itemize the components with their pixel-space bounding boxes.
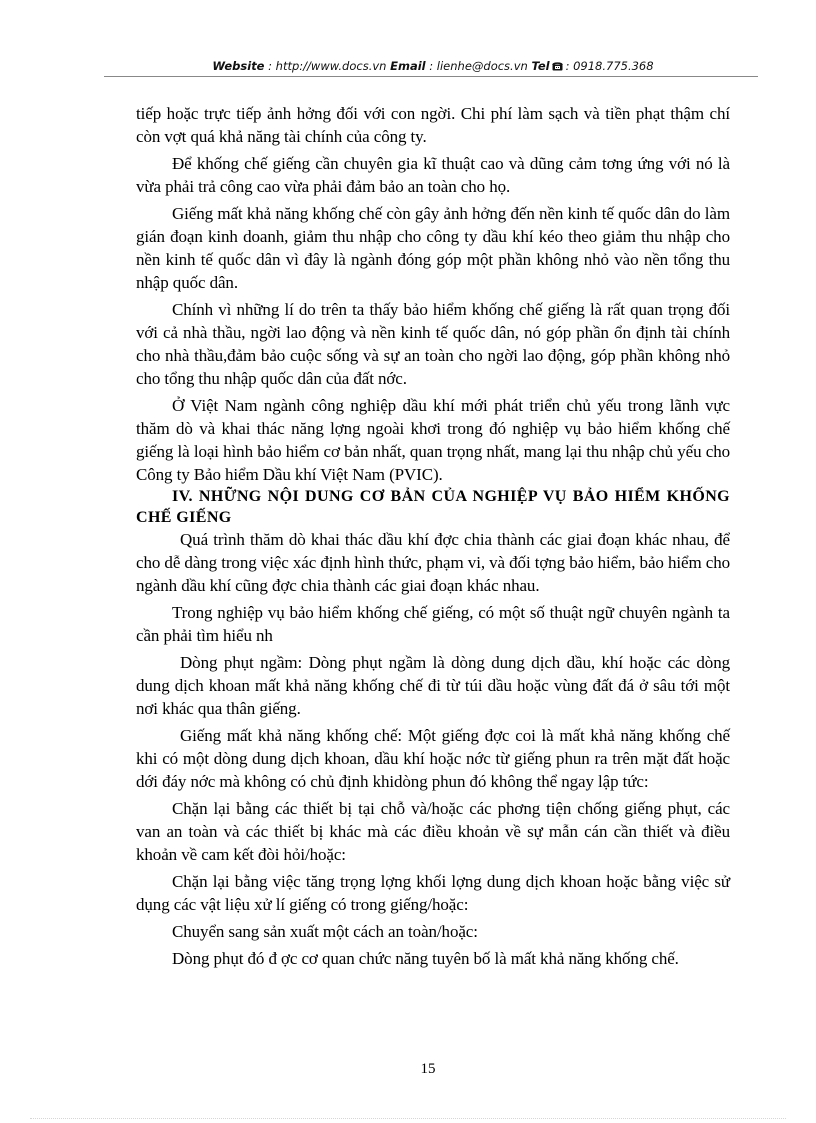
- page-header: [136, 57, 730, 75]
- page-number: 15: [420, 1061, 436, 1077]
- email-label: Email: [390, 59, 426, 73]
- paragraph-11: Chặn lại bằng việc tăng trọng lợng khối lợng dung dịch khoan hoặc bằng việc sử dụng các vật liệu xử lí giếng có trong giếng/hoặc:: [136, 872, 730, 914]
- page-content: [136, 102, 730, 970]
- paragraph-13: Dòng phụt đó đ ợc cơ quan chức năng tuyên bố là mất khả năng khống chế.: [172, 949, 679, 968]
- tel-value: : 0918.775.368: [565, 59, 654, 73]
- paragraph-12: Chuyển sang sản xuất một cách an toàn/hoặc:: [172, 922, 478, 941]
- paragraph-3: Giếng mất khả năng khống chế còn gây ảnh hởng đến nền kinh tế quốc dân do làm gián đoạn kinh doanh, giảm thu nhập cho công ty dầu khí kéo theo giảm thu nhập cho nền kinh tế quốc dân vì đây là ngành đóng góp một phần không nhỏ vào nền tổng thu nhập quốc dân.: [136, 204, 730, 292]
- header-divider: [104, 76, 758, 77]
- website-value: : http://www.docs.vn: [264, 59, 391, 73]
- paragraph-9: Giếng mất khả năng khống chế: Một giếng đợc coi là mất khả năng khống chế khi có một dòng dung dịch khoan, dầu khí hoặc nớc từ giếng phun ra trên mặt đất hoặc dới đáy nớc mà không có chủ định khidòng phun đó không thể ngay lập tức:: [136, 726, 730, 791]
- paragraph-5: Ở Việt Nam ngành công nghiệp dầu khí mới phát triển chủ yếu trong lãnh vực thăm dò và khai thác năng lợng ngoài khơi trong đó nghiệp vụ bảo hiểm khống chế giếng là loại hình bảo hiểm cơ bản nhất, quan trọng nhất, mang lại thu nhập chủ yếu cho Công ty Bảo hiểm Dầu khí Việt Nam (PVIC).: [136, 396, 730, 484]
- paragraph-6: Quá trình thăm dò khai thác dầu khí đợc chia thành các giai đoạn khác nhau, để cho dễ dàng trong việc xác định hình thức, phạm vi, và đối tợng bảo hiểm, bảo hiểm cho ngành dầu khí cũng đợc chia thành các giai đoạn khác nhau.: [136, 530, 730, 595]
- section-heading: IV. NHỮNG NỘI DUNG CƠ BẢN CỦA NGHIỆP VỤ BẢO HIỂM KHỐNG CHẾ GIẾNG: [136, 488, 730, 526]
- tel-label: Tel: [531, 59, 550, 73]
- website-label: Website: [212, 59, 265, 73]
- phone-icon: [552, 58, 563, 67]
- paragraph-2: Để khống chế giếng cần chuyên gia kĩ thuật cao và dũng cảm tơng ứng với nó là vừa phải trả công cao vừa phải đảm bảo an toàn cho họ.: [136, 154, 730, 196]
- footer-divider: [30, 1118, 786, 1119]
- email-value: : lienhe@docs.vn: [425, 59, 532, 73]
- paragraph-4: Chính vì những lí do trên ta thấy bảo hiểm khống chế giếng là rất quan trọng đối với cả nhà thầu, ngời lao động và nền kinh tế quốc dân, nó góp phần ổn định tài chính cho nhà thầu,đảm bảo cuộc sống và sự an toàn cho ngời lao động, góp phần không nhỏ cho tổng thu nhập quốc dân của đất nớc.: [136, 300, 730, 388]
- paragraph-1: tiếp hoặc trực tiếp ảnh hởng đối với con ngời. Chi phí làm sạch và tiền phạt thậm chí còn vợt quá khả năng tài chính của công ty.: [136, 104, 730, 146]
- paragraph-8: Dòng phụt ngầm: Dòng phụt ngầm là dòng dung dịch dầu, khí hoặc các dòng dung dịch khoan mất khả năng khống chế đi từ túi dầu hoặc vùng đất đá ở sâu tới một nơi khác qua thân giếng.: [136, 653, 730, 718]
- paragraph-10: Chặn lại bằng các thiết bị tại chỗ và/hoặc các phơng tiện chống giếng phụt, các van an toàn và các thiết bị khác mà các điều khoản về sự mẫn cán cần thiết và điều khoản về cam kết đòi hỏi/hoặc:: [136, 799, 730, 864]
- paragraph-7: Trong nghiệp vụ bảo hiểm khống chế giếng, có một số thuật ngữ chuyên ngành ta cần phải tìm hiểu nh: [136, 603, 730, 645]
